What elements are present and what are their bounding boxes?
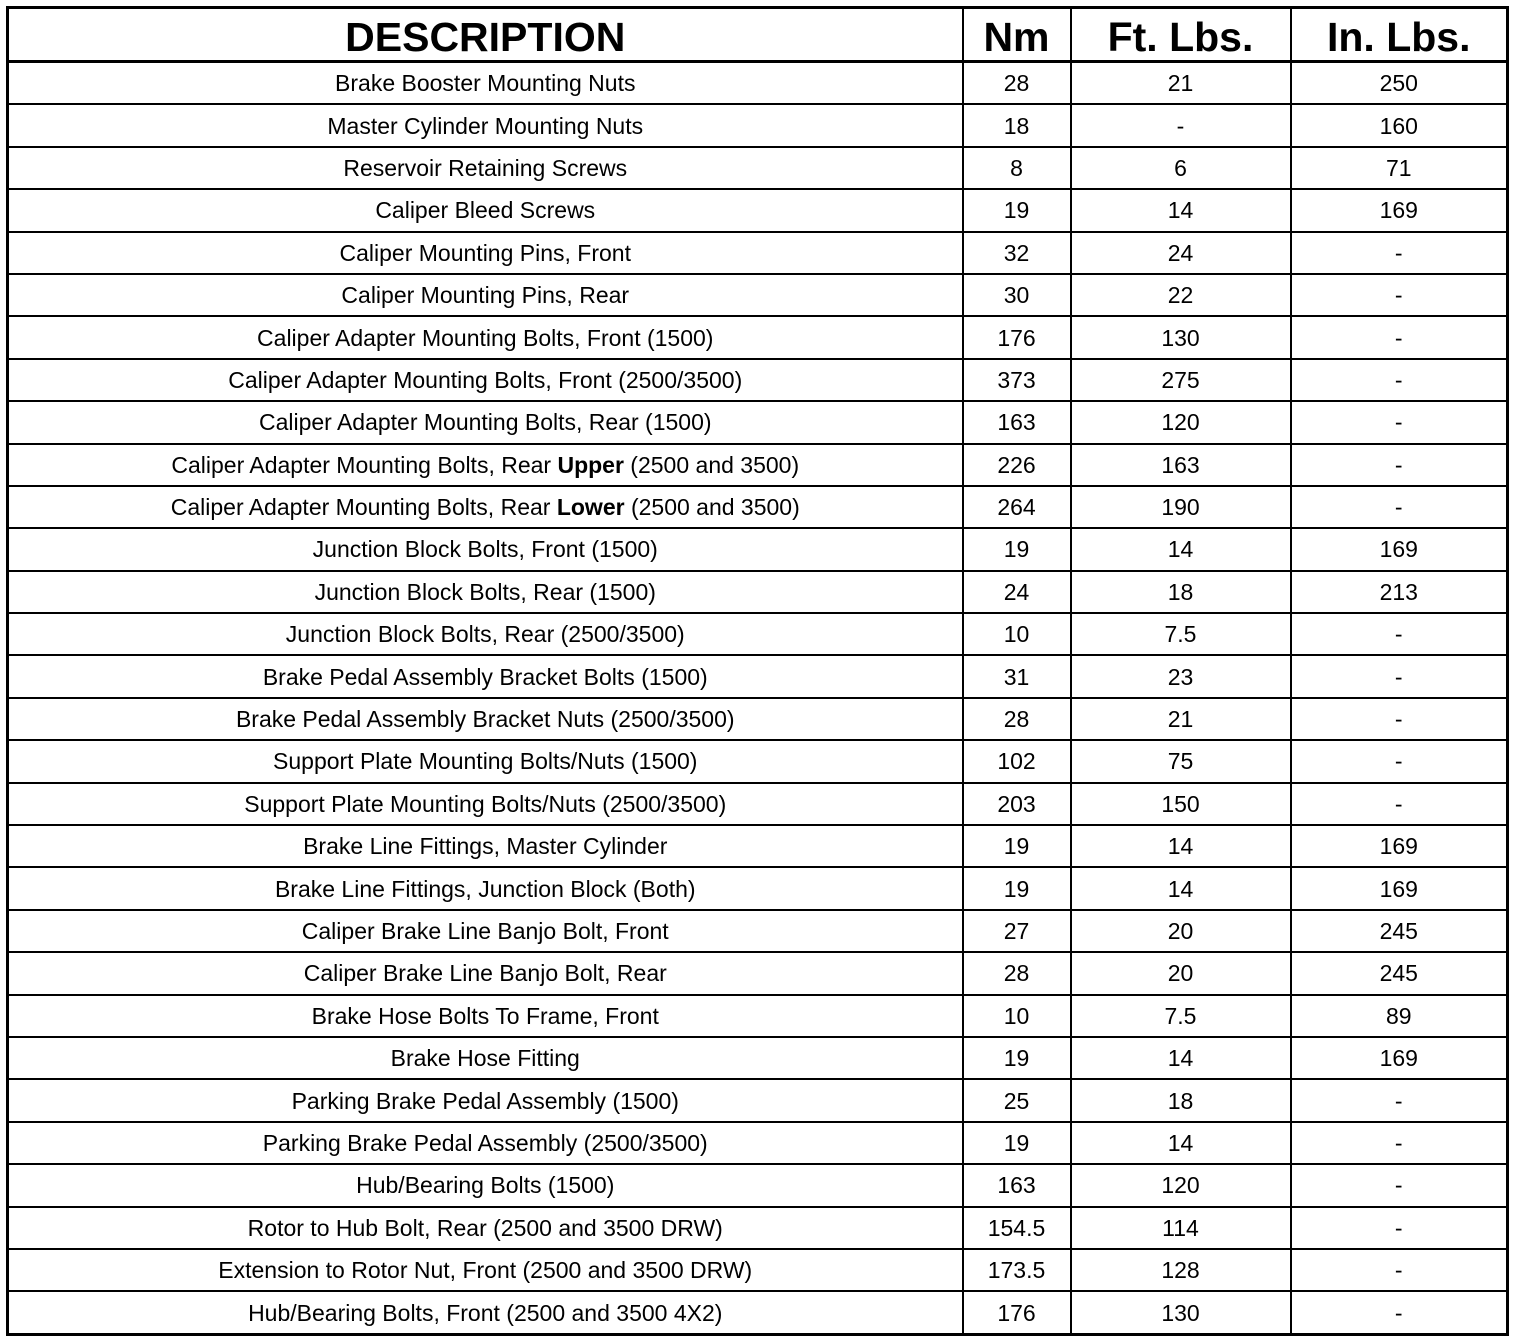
table-row (8, 62, 1508, 105)
cell-nm: 18 (963, 104, 1071, 146)
cell-description: Junction Block Bolts, Rear (2500/3500) (8, 613, 963, 655)
cell-ft-lbs: 14 (1071, 825, 1291, 867)
cell-description: Caliper Bleed Screws (8, 189, 963, 231)
cell-description: Brake Line Fittings, Master Cylinder (8, 825, 963, 867)
cell-ft-lbs: 18 (1071, 1079, 1291, 1121)
cell-description: Junction Block Bolts, Rear (1500) (8, 571, 963, 613)
table-row (8, 528, 1508, 570)
table-row (8, 613, 1508, 655)
cell-description: Caliper Brake Line Banjo Bolt, Rear (8, 952, 963, 994)
cell-in-lbs: 169 (1291, 189, 1508, 231)
cell-nm: 24 (963, 571, 1071, 613)
cell-nm: 10 (963, 613, 1071, 655)
cell-in-lbs: 250 (1291, 62, 1508, 105)
cell-ft-lbs: 22 (1071, 274, 1291, 316)
table-row (8, 486, 1508, 528)
cell-nm: 19 (963, 189, 1071, 231)
cell-description: Caliper Brake Line Banjo Bolt, Front (8, 910, 963, 952)
cell-in-lbs: - (1291, 316, 1508, 358)
cell-description: Junction Block Bolts, Front (1500) (8, 528, 963, 570)
table-row (8, 401, 1508, 443)
cell-description: Caliper Mounting Pins, Rear (8, 274, 963, 316)
cell-description: Hub/Bearing Bolts, Front (2500 and 3500 4X2) (8, 1291, 963, 1334)
table-row (8, 698, 1508, 740)
cell-in-lbs: 169 (1291, 825, 1508, 867)
cell-in-lbs: - (1291, 232, 1508, 274)
cell-description: Brake Hose Bolts To Frame, Front (8, 995, 963, 1037)
cell-ft-lbs: 24 (1071, 232, 1291, 274)
cell-ft-lbs: 120 (1071, 401, 1291, 443)
cell-description: Brake Line Fittings, Junction Block (Both) (8, 867, 963, 909)
torque-spec-table (6, 6, 1509, 1336)
cell-description: Brake Pedal Assembly Bracket Nuts (2500/3500) (8, 698, 963, 740)
table-row (8, 316, 1508, 358)
cell-nm: 203 (963, 783, 1071, 825)
cell-in-lbs: - (1291, 401, 1508, 443)
cell-in-lbs: 89 (1291, 995, 1508, 1037)
cell-ft-lbs: 150 (1071, 783, 1291, 825)
cell-nm: 102 (963, 740, 1071, 782)
cell-in-lbs: 169 (1291, 528, 1508, 570)
cell-description: Master Cylinder Mounting Nuts (8, 104, 963, 146)
cell-nm: 8 (963, 147, 1071, 189)
table-row (8, 783, 1508, 825)
cell-nm: 19 (963, 1037, 1071, 1079)
cell-in-lbs: - (1291, 1207, 1508, 1249)
cell-in-lbs: - (1291, 444, 1508, 486)
cell-description: Reservoir Retaining Screws (8, 147, 963, 189)
cell-description: Caliper Mounting Pins, Front (8, 232, 963, 274)
table-row (8, 104, 1508, 146)
cell-in-lbs: - (1291, 486, 1508, 528)
cell-nm: 163 (963, 1164, 1071, 1206)
cell-description: Support Plate Mounting Bolts/Nuts (1500) (8, 740, 963, 782)
cell-description: Extension to Rotor Nut, Front (2500 and 3500 DRW) (8, 1249, 963, 1291)
cell-nm: 19 (963, 867, 1071, 909)
cell-ft-lbs: 120 (1071, 1164, 1291, 1206)
table-row (8, 655, 1508, 697)
header-description: DESCRIPTION (8, 8, 963, 62)
table-row (8, 1249, 1508, 1291)
cell-in-lbs: - (1291, 1079, 1508, 1121)
table-row (8, 995, 1508, 1037)
cell-ft-lbs: 21 (1071, 62, 1291, 105)
cell-ft-lbs: 20 (1071, 952, 1291, 994)
cell-ft-lbs: 23 (1071, 655, 1291, 697)
cell-in-lbs: - (1291, 1164, 1508, 1206)
table-row (8, 571, 1508, 613)
cell-ft-lbs: 163 (1071, 444, 1291, 486)
cell-ft-lbs: 128 (1071, 1249, 1291, 1291)
cell-nm: 264 (963, 486, 1071, 528)
table-row (8, 1037, 1508, 1079)
cell-nm: 373 (963, 359, 1071, 401)
cell-description: Brake Booster Mounting Nuts (8, 62, 963, 105)
table-row (8, 189, 1508, 231)
cell-description: Parking Brake Pedal Assembly (2500/3500) (8, 1122, 963, 1164)
cell-nm: 226 (963, 444, 1071, 486)
table-row (8, 444, 1508, 486)
cell-nm: 28 (963, 952, 1071, 994)
description-text: Caliper Adapter Mounting Bolts, Rear (170, 494, 557, 521)
table-row (8, 359, 1508, 401)
cell-in-lbs: 245 (1291, 952, 1508, 994)
cell-nm: 19 (963, 825, 1071, 867)
cell-description: Brake Pedal Assembly Bracket Bolts (1500) (8, 655, 963, 697)
description-text: Caliper Adapter Mounting Bolts, Rear (171, 451, 558, 478)
cell-nm: 28 (963, 698, 1071, 740)
cell-ft-lbs: 130 (1071, 1291, 1291, 1334)
cell-in-lbs: - (1291, 1291, 1508, 1334)
cell-nm: 19 (963, 1122, 1071, 1164)
cell-description (8, 444, 963, 486)
cell-nm: 31 (963, 655, 1071, 697)
cell-nm: 30 (963, 274, 1071, 316)
description-emphasis: Lower (556, 494, 625, 521)
cell-in-lbs: - (1291, 613, 1508, 655)
cell-in-lbs: - (1291, 274, 1508, 316)
cell-ft-lbs: 18 (1071, 571, 1291, 613)
cell-description: Rotor to Hub Bolt, Rear (2500 and 3500 DRW) (8, 1207, 963, 1249)
cell-nm: 176 (963, 316, 1071, 358)
cell-description: Caliper Adapter Mounting Bolts, Rear (1500) (8, 401, 963, 443)
cell-in-lbs: 245 (1291, 910, 1508, 952)
cell-nm: 27 (963, 910, 1071, 952)
header-row (8, 8, 1508, 62)
cell-ft-lbs: 14 (1071, 867, 1291, 909)
cell-ft-lbs: 6 (1071, 147, 1291, 189)
table-row (8, 1207, 1508, 1249)
cell-ft-lbs: 75 (1071, 740, 1291, 782)
table-body (8, 62, 1508, 1335)
header-nm: Nm (963, 8, 1071, 62)
cell-in-lbs: 213 (1291, 571, 1508, 613)
table-row (8, 147, 1508, 189)
cell-in-lbs: - (1291, 783, 1508, 825)
cell-ft-lbs: 14 (1071, 1037, 1291, 1079)
cell-ft-lbs: 14 (1071, 1122, 1291, 1164)
cell-description (8, 486, 963, 528)
cell-nm: 25 (963, 1079, 1071, 1121)
cell-ft-lbs: 7.5 (1071, 613, 1291, 655)
cell-in-lbs: - (1291, 359, 1508, 401)
description-text: (2500 and 3500) (623, 451, 800, 478)
cell-nm: 28 (963, 62, 1071, 105)
cell-ft-lbs: - (1071, 104, 1291, 146)
table-row (8, 232, 1508, 274)
cell-description: Brake Hose Fitting (8, 1037, 963, 1079)
table-row (8, 1164, 1508, 1206)
cell-nm: 173.5 (963, 1249, 1071, 1291)
cell-in-lbs: 71 (1291, 147, 1508, 189)
cell-description: Hub/Bearing Bolts (1500) (8, 1164, 963, 1206)
cell-ft-lbs: 7.5 (1071, 995, 1291, 1037)
cell-ft-lbs: 190 (1071, 486, 1291, 528)
cell-nm: 19 (963, 528, 1071, 570)
table-row (8, 910, 1508, 952)
description-text: (2500 and 3500) (624, 494, 800, 521)
table-row (8, 867, 1508, 909)
cell-description: Support Plate Mounting Bolts/Nuts (2500/3500) (8, 783, 963, 825)
table-row (8, 274, 1508, 316)
cell-ft-lbs: 14 (1071, 189, 1291, 231)
cell-nm: 163 (963, 401, 1071, 443)
cell-in-lbs: 169 (1291, 867, 1508, 909)
cell-in-lbs: - (1291, 1122, 1508, 1164)
cell-in-lbs: 169 (1291, 1037, 1508, 1079)
table-row (8, 740, 1508, 782)
description-emphasis: Upper (557, 451, 624, 478)
cell-in-lbs: - (1291, 655, 1508, 697)
cell-description: Caliper Adapter Mounting Bolts, Front (2500/3500) (8, 359, 963, 401)
header-ft-lbs: Ft. Lbs. (1071, 8, 1291, 62)
table-row (8, 1122, 1508, 1164)
cell-nm: 32 (963, 232, 1071, 274)
cell-in-lbs: - (1291, 1249, 1508, 1291)
cell-nm: 154.5 (963, 1207, 1071, 1249)
cell-nm: 176 (963, 1291, 1071, 1334)
table-row (8, 825, 1508, 867)
cell-nm: 10 (963, 995, 1071, 1037)
cell-in-lbs: 160 (1291, 104, 1508, 146)
cell-ft-lbs: 14 (1071, 528, 1291, 570)
table-row (8, 952, 1508, 994)
table-row (8, 1291, 1508, 1334)
cell-ft-lbs: 20 (1071, 910, 1291, 952)
cell-description: Caliper Adapter Mounting Bolts, Front (1500) (8, 316, 963, 358)
cell-ft-lbs: 275 (1071, 359, 1291, 401)
cell-description: Parking Brake Pedal Assembly (1500) (8, 1079, 963, 1121)
cell-in-lbs: - (1291, 740, 1508, 782)
header-in-lbs: In. Lbs. (1291, 8, 1508, 62)
cell-ft-lbs: 130 (1071, 316, 1291, 358)
table-row (8, 1079, 1508, 1121)
cell-in-lbs: - (1291, 698, 1508, 740)
cell-ft-lbs: 114 (1071, 1207, 1291, 1249)
cell-ft-lbs: 21 (1071, 698, 1291, 740)
